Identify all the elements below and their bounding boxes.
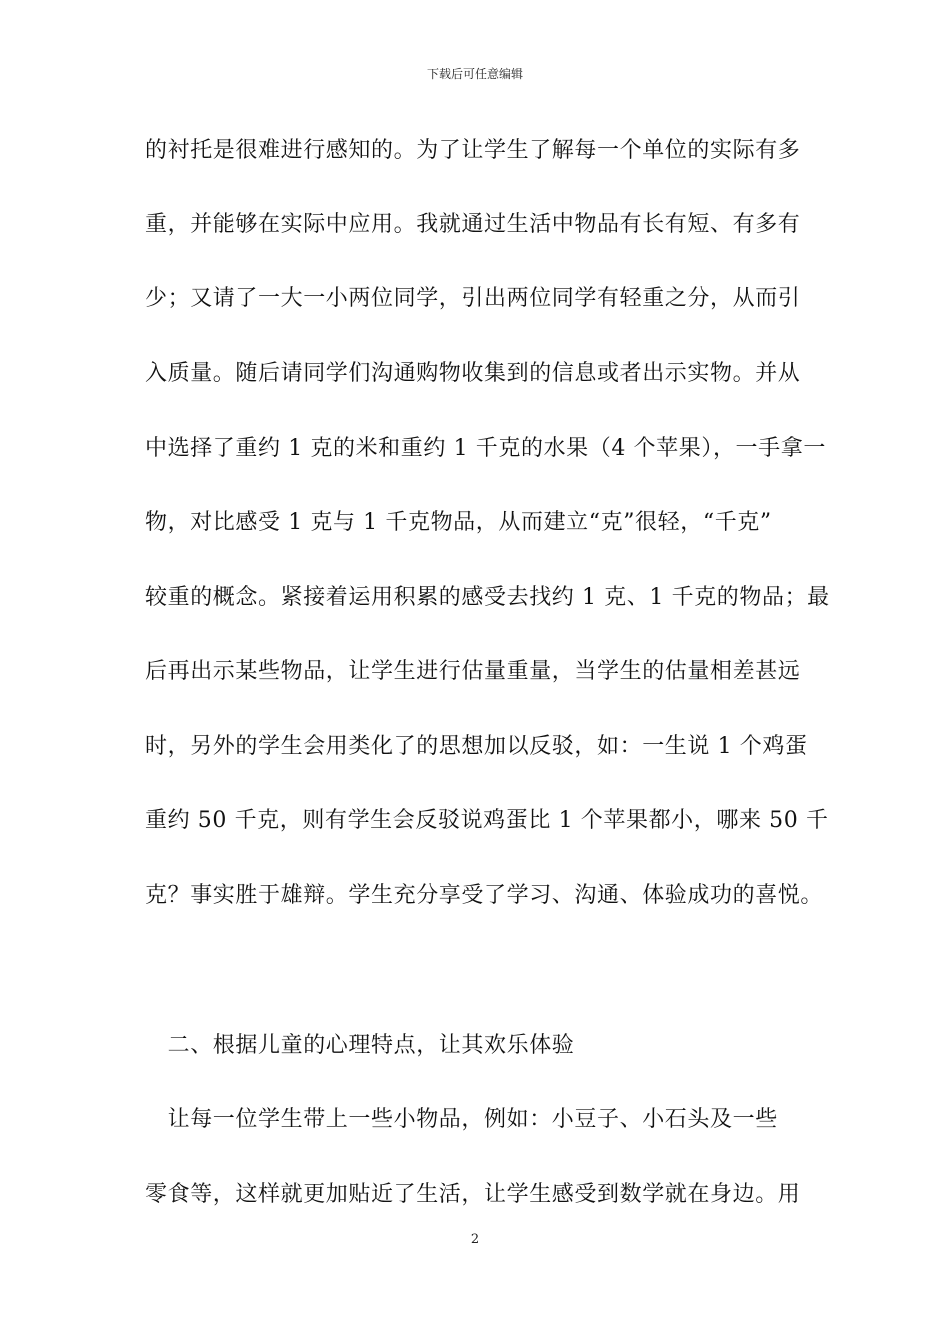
- page-number: 2: [470, 1232, 480, 1247]
- paragraph-line: 零食等，这样就更加贴近了生活，让学生感受到数学就在身边。用: [145, 1182, 801, 1207]
- paragraph-line: 重，并能够在实际中应用。我就通过生活中物品有长有短、有多有: [145, 212, 801, 237]
- paragraph-line: 让每一位学生带上一些小物品，例如：小豆子、小石头及一些: [145, 1107, 778, 1132]
- paragraph-line: 的衬托是很难进行感知的。为了让学生了解每一个单位的实际有多: [145, 138, 801, 163]
- paragraph-line: 中选择了重约 1 克的米和重约 1 千克的水果（4 个苹果），一手拿一: [145, 436, 826, 461]
- section-heading: 二、根据儿童的心理特点，让其欢乐体验: [145, 1033, 575, 1058]
- page-header: 下载后可任意编辑: [426, 67, 523, 81]
- paragraph-line: 重约 50 千克，则有学生会反驳说鸡蛋比 1 个苹果都小，哪来 50 千: [145, 808, 829, 833]
- paragraph-line: 时，另外的学生会用类化了的思想加以反驳，如：一生说 1 个鸡蛋: [145, 734, 808, 759]
- paragraph-line: 物，对比感受 1 克与 1 千克物品，从而建立“克”很轻，“千克”: [145, 510, 772, 535]
- paragraph-line: 较重的概念。紧接着运用积累的感受去找约 1 克、1 千克的物品；最: [145, 585, 830, 610]
- paragraph-line: 克？事实胜于雄辩。学生充分享受了学习、沟通、体验成功的喜悦。: [145, 883, 824, 908]
- paragraph-line: 少；又请了一大一小两位同学，引出两位同学有轻重之分，从而引: [145, 286, 801, 311]
- paragraph-line: 后再出示某些物品，让学生进行估量重量，当学生的估量相差甚远: [145, 659, 801, 684]
- paragraph-line: 入质量。随后请同学们沟通购物收集到的信息或者出示实物。并从: [145, 361, 801, 386]
